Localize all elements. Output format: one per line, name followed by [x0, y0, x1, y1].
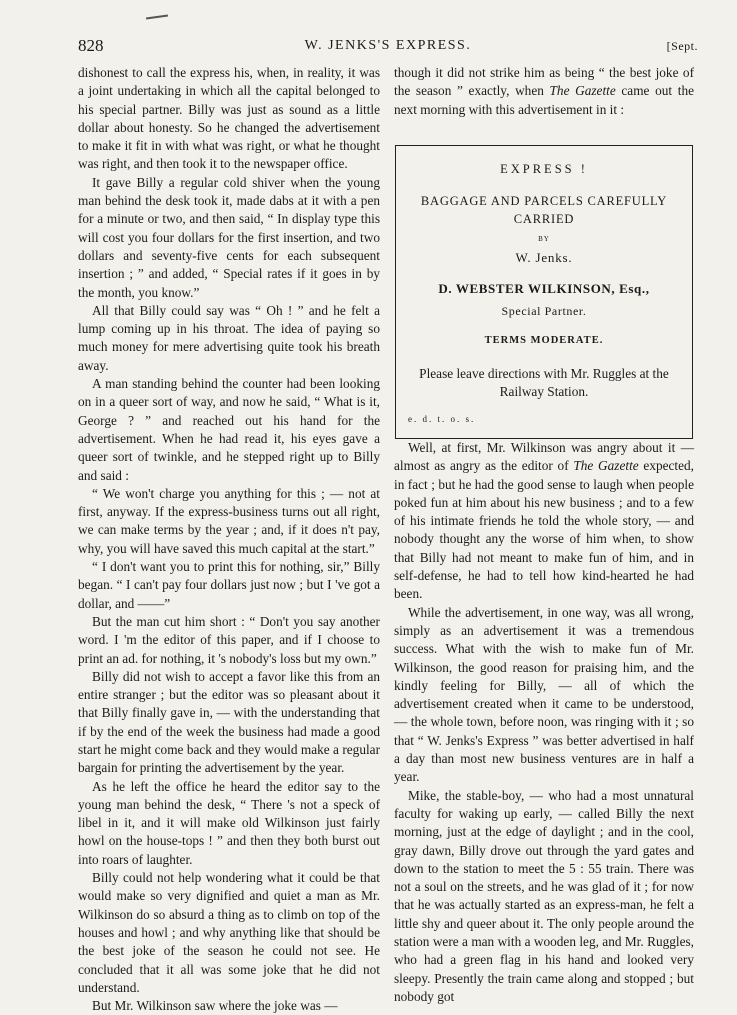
left-column	[78, 64, 380, 1015]
page-number: 828	[78, 36, 104, 55]
ad-partner-name: D. WEBSTER WILKINSON, Esq.,	[438, 280, 650, 296]
paragraph	[394, 64, 694, 119]
ad-subtitle-line: CARRIED	[513, 212, 575, 227]
ad-author: W. Jenks.	[515, 250, 573, 266]
running-title: W. JENKS'S EXPRESS.	[304, 38, 472, 53]
paragraph: But Mr. Wilkinson saw where the joke was —	[92, 998, 338, 1014]
text-run: though it did not strike him as being “ the best joke of the season ” exactly, when	[394, 65, 694, 99]
publication-title: The Gazette	[573, 458, 639, 474]
paragraph: A man standing behind the counter had been looking on in a queer sort of way, and now he said, “ What is it, George ? ” and reached out his hand for the advertisement. When he had read it, his eyes gave a queer sort of twinkle, and he stepped right up to Billy and said :	[78, 376, 380, 483]
ad-code: e. d. t. o. s.	[408, 413, 476, 424]
paragraph: All that Billy could say was “ Oh ! ” and he felt a lump coming up in his throat. The idea of paying so much money for mere advertising quite took his breath away.	[78, 302, 380, 373]
ad-subtitle-line: BAGGAGE AND PARCELS CAREFULLY	[420, 194, 668, 209]
ad-title: EXPRESS !	[500, 161, 588, 176]
paragraph: “ We won't charge you anything for this ; — not at first, anyway. If the express-business turns out all right, we can make terms by the year ; and, if it does n't pay, why, you will have saved this much capital at the start.”	[78, 485, 380, 556]
paragraph: But the man cut him short : “ Don't you say another word. I 'm the editor of this paper, and if I choose to print an ad. for nothing, it 's nobody's loss but my own.”	[78, 613, 380, 666]
paragraph: It gave Billy a regular cold shiver when the young man behind the desk took it, made dabs at it with a pen for a minute or two, and then said, “ In display type this will cost you four dollars for the first insertion, and two dollars and seventy-five cents for each subsequent insertion ; ” and added, “ Special rates if it goes in by the month, you know.”	[78, 174, 380, 300]
ink-mark	[146, 14, 168, 19]
page-header	[78, 36, 698, 58]
paragraph: Billy could not help wondering what it could be that would make so very dignified and quiet a man as Mr. Wilkinson do so absurd a thing as to climb on top of the houses and howl ; and why anything like that should be the best joke of the season he could not see. He concluded that it all was some joke that he did not understand.	[78, 870, 380, 995]
paragraph: “ I don't want you to print this for nothing, sir,” Billy began. “ I can't pay four dollars just now ; but I 've got a dollar, and ——”	[78, 559, 380, 611]
publication-title: The Gazette	[549, 83, 616, 99]
right-column	[394, 64, 694, 1006]
paragraph: While the advertisement, in one way, was all wrong, simply as an advertisement it was a tremendous success. What with the wish to make fun of Mr. Wilkinson, the good reason for praising him, and the kindly feeling for Billy, — all of which the advertisement created when it came to be understood, — the whole town, before noon, was ringing with it ; so that “ W. Jenks's Express ” was better advertised in half a day than most new business ventures are in half a year.	[394, 604, 694, 785]
paragraph	[394, 439, 694, 604]
paragraph: Billy did not wish to accept a favor like this from an entire stranger ; but the editor was so pleasant about it that Billy finally gave in, — with the understanding that if by the end of the week the business had made a good start he might come back and they would make a regular bargain for printing the advertisement by the year.	[78, 668, 380, 776]
paragraph: dishonest to call the express his, when, in reality, it was a joint undertaking in which all the capital belonged to his special partner. Billy was just as sound as a little dollar about honesty. So he changed the advertisement to make it fit in with what was right, or what he thought was right, and then took it to the newspaper office.	[78, 65, 380, 172]
text-run: came out the next morning with this advertisement in it :	[394, 83, 694, 117]
paragraph: As he left the office he heard the editor say to the young man behind the desk, “ There 's not a speck of libel in it, and it will make old Wilkinson just fairly howl on the house-tops ! ” and then they both burst out into roars of laughter.	[78, 778, 380, 867]
text-run: expected, in fact ; but he had the good sense to laugh when people poked fun at him about his new business ; and to a few of his intimate friends he told the whole story, — and nobody thought any the worse of him when, to show that Billy had not meant to make fun of him, and in self-defense, he had to tell how kind-hearted he had been.	[394, 458, 694, 602]
paragraph: Mike, the stable-boy, — who had a most unnatural faculty for waking up early, — called Billy the next morning, just at the edge of daylight ; and in the cool, gray dawn, Billy drove out through the yard gates and down to the station to meet the 5 : 55 train. There was not a soul on the streets, and he was glad of it ; for now that he was actually started as an express-man, he felt a little shy and queer about it. The only people around the station were a man with a wooden leg, and Mr. Ruggles, who had a green flag in his hand and looked very sleepy. Presently the train came along and stopped ; but nobody got	[394, 787, 694, 1004]
ad-by: BY	[538, 235, 550, 244]
ad-directions: Please leave directions with Mr. Ruggles at the Railway Station.	[419, 365, 669, 400]
ad-partner-role: Special Partner.	[501, 304, 587, 319]
text-run: Well, at first, Mr. Wilkinson was angry about it — almost as angry as the editor of	[394, 439, 694, 474]
advertisement-box	[395, 145, 693, 439]
ad-terms: TERMS MODERATE.	[484, 335, 604, 347]
issue-month: [Sept.	[666, 39, 698, 53]
